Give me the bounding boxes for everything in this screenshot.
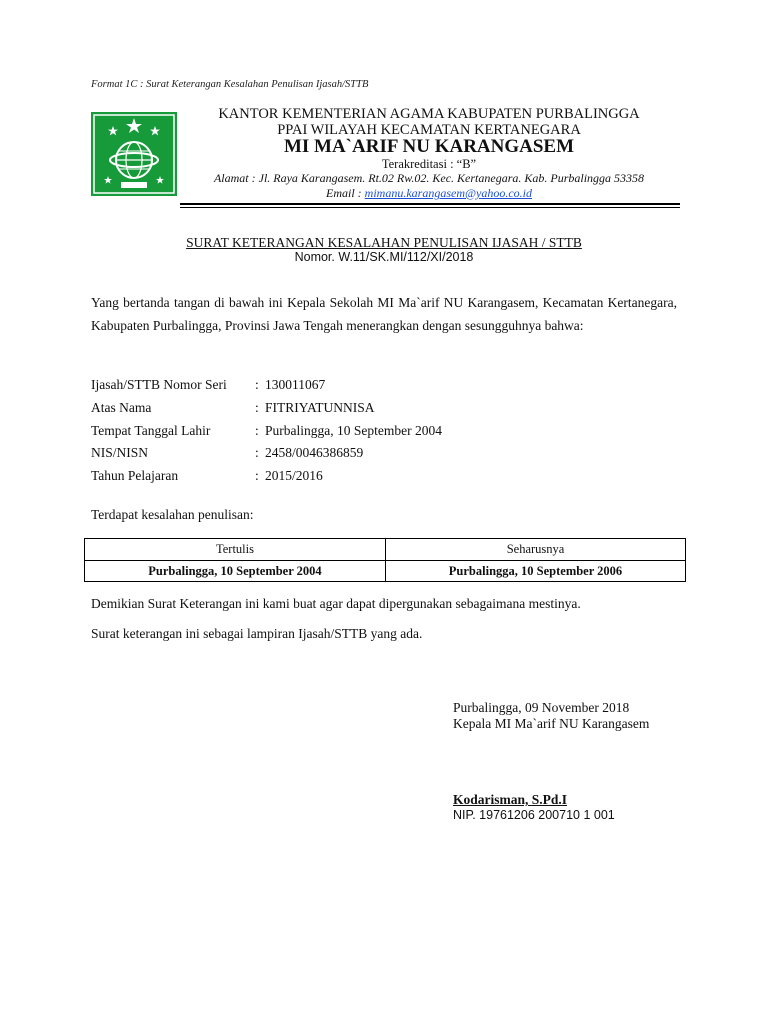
field-label-name: Atas Nama bbox=[91, 400, 152, 415]
letterhead-rule-thin bbox=[180, 207, 680, 208]
format-note: Format 1C : Surat Keterangan Kesalahan Penulisan Ijasah/STTB bbox=[91, 79, 369, 90]
header-should-be: Seharusnya bbox=[506, 542, 565, 556]
field-colon: : bbox=[255, 423, 259, 438]
correction-table bbox=[84, 538, 686, 582]
attachment-statement: Surat keterangan ini sebagai lampiran Ijasah/STTB yang ada. bbox=[91, 626, 423, 641]
header-written: Tertulis bbox=[85, 539, 386, 560]
field-label-nis: NIS/NISN bbox=[91, 445, 149, 460]
cell-written: Purbalingga, 10 September 2004 bbox=[85, 561, 386, 582]
letter-title: SURAT KETERANGAN KESALAHAN PENULISAN IJASAH / STTB bbox=[186, 235, 582, 250]
field-value-birth: Purbalingga, 10 September 2004 bbox=[265, 423, 442, 438]
letterhead-rule-thick bbox=[180, 203, 680, 205]
field-value-serial: 130011067 bbox=[265, 377, 326, 392]
letter-number: Nomor. W.11/SK.MI/112/XI/2018 bbox=[294, 250, 474, 264]
field-colon: : bbox=[255, 400, 259, 415]
cell-should-be: Purbalingga, 10 September 2006 bbox=[448, 564, 623, 578]
field-label-birth: Tempat Tanggal Lahir bbox=[91, 423, 211, 438]
email-label: Email : bbox=[325, 186, 362, 200]
signature-place-date: Purbalingga, 09 November 2018 bbox=[453, 700, 630, 715]
opening-paragraph: Yang bertanda tangan di bawah ini Kepala Sekolah MI Ma`arif NU Karangasem, Kecamatan Kertanegara, Kabupaten Purbalingga, Provinsi Jawa Tengah menerangkan dengan sesungguhnya bahwa: bbox=[91, 295, 677, 333]
field-colon: : bbox=[255, 445, 259, 460]
letterhead-line1: KANTOR KEMENTERIAN AGAMA KABUPATEN PURBALINGGA bbox=[218, 106, 640, 122]
field-colon: : bbox=[255, 377, 259, 392]
email-link[interactable]: mimanu.karangasem@yahoo.co.id bbox=[364, 186, 533, 200]
school-address: Alamat : Jl. Raya Karangasem. Rt.02 Rw.02. Kec. Kertanegara. Kab. Purbalingga 53358 bbox=[213, 171, 645, 185]
field-value-name: FITRIYATUNNISA bbox=[265, 400, 375, 415]
field-colon: : bbox=[255, 468, 259, 483]
signature-position: Kepala MI Ma`arif NU Karangasem bbox=[453, 716, 650, 731]
letterhead-line2: PPAI WILAYAH KECAMATAN KERTANEGARA bbox=[277, 122, 581, 138]
field-label-serial: Ijasah/STTB Nomor Seri bbox=[91, 377, 227, 392]
field-value-year: 2015/2016 bbox=[265, 468, 323, 483]
field-label-year: Tahun Pelajaran bbox=[91, 468, 179, 483]
school-name: MI MA`ARIF NU KARANGASEM bbox=[283, 136, 575, 157]
field-value-nis: 2458/0046386859 bbox=[265, 445, 364, 460]
signatory-name: Kodarisman, S.Pd.I bbox=[453, 792, 568, 807]
email-line bbox=[180, 186, 678, 201]
signatory-nip: NIP. 19761206 200710 1 001 bbox=[453, 808, 615, 822]
table-row bbox=[85, 561, 685, 582]
table-header-row bbox=[85, 539, 685, 561]
nu-logo bbox=[91, 112, 177, 196]
accreditation: Terakreditasi : “B” bbox=[381, 157, 477, 171]
nu-emblem-icon bbox=[91, 112, 177, 196]
closing-statement: Demikian Surat Keterangan ini kami buat agar dapat dipergunakan sebagaimana mestinya. bbox=[91, 596, 581, 611]
error-intro: Terdapat kesalahan penulisan: bbox=[91, 507, 254, 522]
